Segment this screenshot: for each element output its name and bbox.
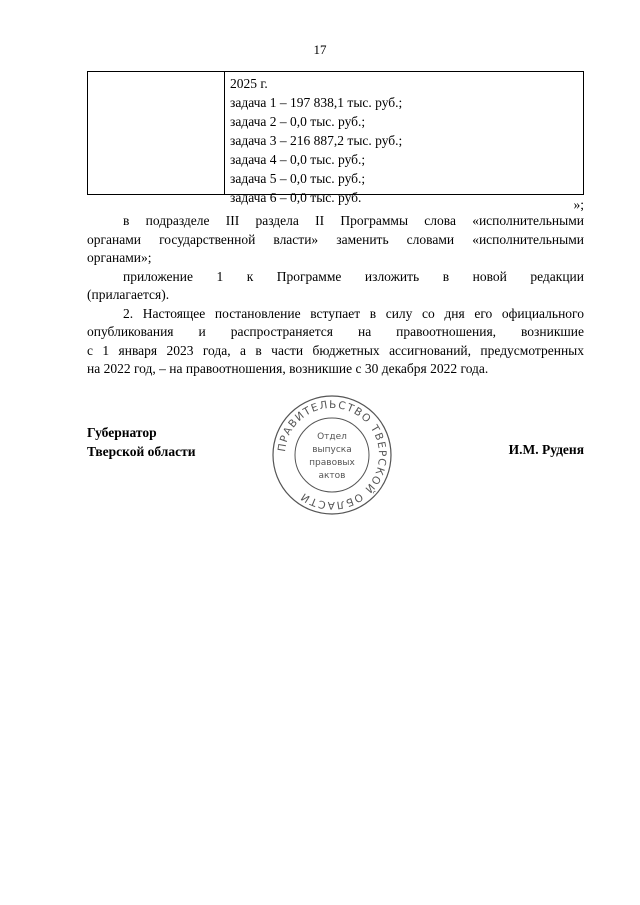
paragraph-appendix: [87, 268, 584, 305]
stamp-outer-ring: [273, 396, 391, 514]
table-line: задача 2 – 0,0 тыс. руб.;: [230, 114, 366, 129]
text-line: (прилагается).: [87, 287, 170, 302]
text-line: приложение 1 к Программе изложить в новой редакции: [123, 268, 584, 284]
text-line: на 2022 год, – на правоотношения, возникшие с 30 декабря 2022 года.: [87, 361, 489, 376]
official-stamp: [270, 393, 394, 517]
table-line: задача 6 – 0,0 тыс. руб.: [230, 190, 362, 205]
table-right-cell: [230, 74, 579, 207]
stamp-outer-text-path: ПРАВИТЕЛЬСТВО ТВЕРСКОЙ ОБЛАСТИ: [275, 398, 389, 512]
table-line: задача 3 – 216 887,2 тыс. руб.;: [230, 133, 403, 148]
text-line: с 1 января 2023 года, а в части бюджетных ассигнований, предусмотренных: [87, 342, 584, 358]
table-line: 2025 г.: [230, 76, 268, 91]
stamp-outer-text: [276, 399, 388, 511]
document-body: [87, 212, 584, 379]
paragraph-subsection-change: [87, 212, 584, 268]
page-number: 17: [313, 42, 327, 57]
paragraph-effective-date: [87, 305, 584, 379]
signatory-title-line: Губернатор: [87, 425, 157, 440]
text-line: органами»;: [87, 250, 152, 265]
signatory-name: И.М. Руденя: [508, 442, 584, 457]
stamp-inner-line: правовых: [309, 458, 355, 468]
budget-table: [87, 71, 584, 205]
table-line: задача 5 – 0,0 тыс. руб.;: [230, 171, 366, 186]
table-line: задача 4 – 0,0 тыс. руб.;: [230, 152, 366, 167]
table-line: задача 1 – 197 838,1 тыс. руб.;: [230, 95, 403, 110]
text-line: опубликования и распространяется на правоотношения, возникшие: [87, 324, 584, 339]
stamp-inner-line: Отдел: [317, 432, 347, 442]
stamp-inner-line: выпуска: [312, 445, 352, 455]
text-line: органами государственной власти» заменить словами «исполнительными: [87, 231, 584, 247]
signatory-title: [87, 423, 196, 461]
text-line: в подразделе III раздела II Программы слова «исполнительными: [123, 213, 584, 228]
table-left-cell: [88, 72, 225, 194]
signatory-title-line: Тверской области: [87, 444, 196, 459]
closing-quote: »;: [573, 197, 584, 212]
text-line: 2. Настоящее постановление вступает в силу со дня его официального: [123, 305, 584, 321]
stamp-inner-line: актов: [318, 471, 346, 481]
